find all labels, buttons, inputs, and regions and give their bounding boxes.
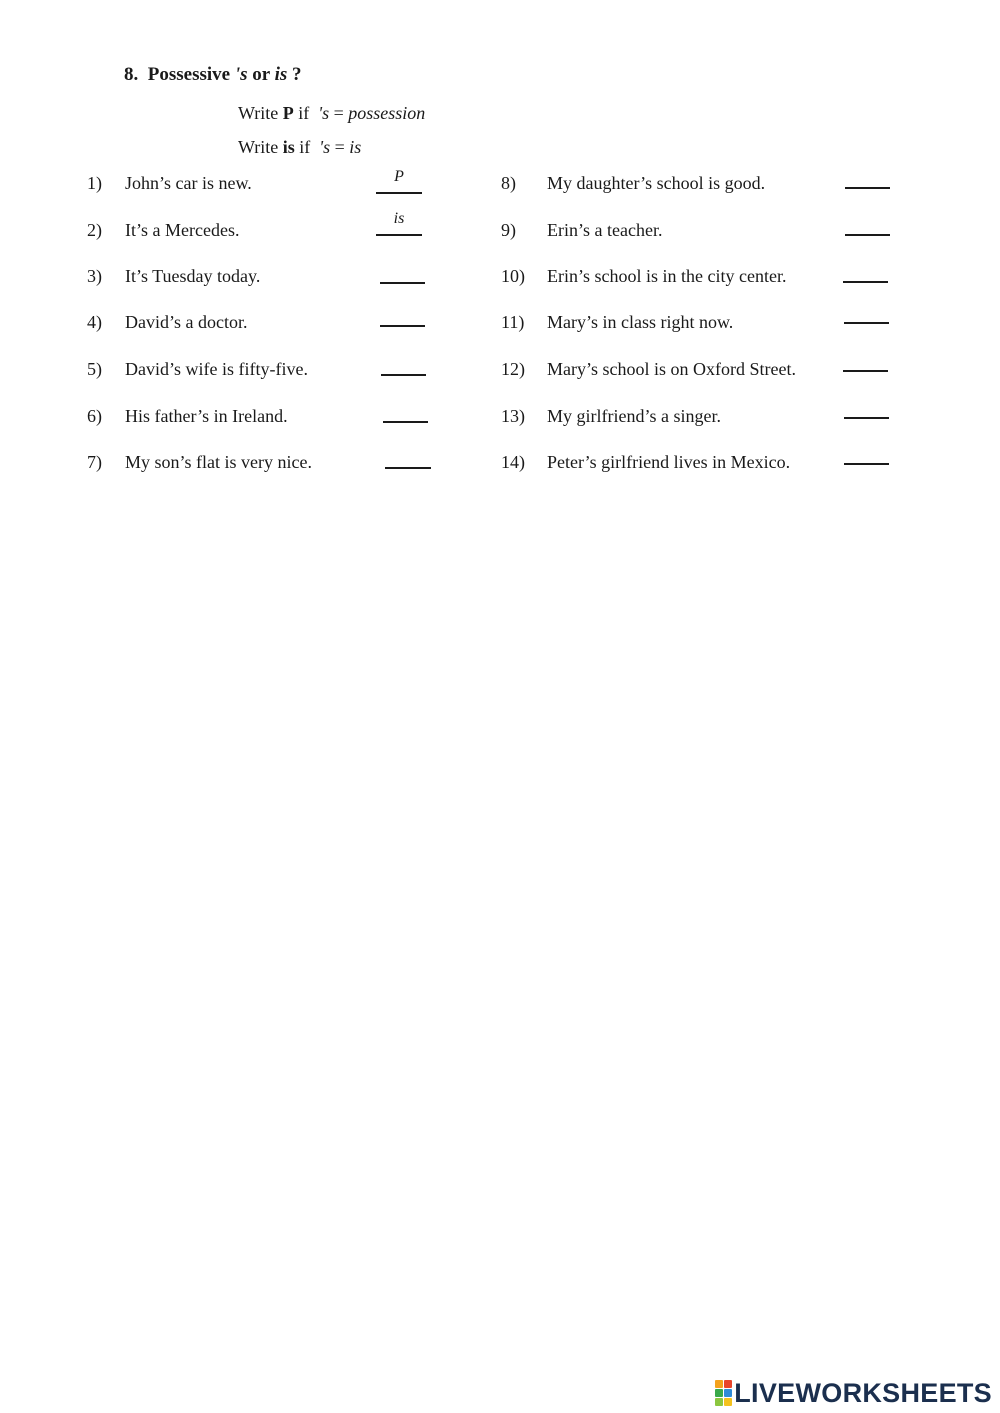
- item-number: 3): [87, 266, 102, 286]
- item-number: 12): [501, 359, 525, 379]
- logo-mark-icon: [715, 1380, 732, 1406]
- item-sentence: His father’s in Ireland.: [125, 406, 288, 426]
- logo-square-6: [724, 1398, 732, 1406]
- item-number: 1): [87, 173, 102, 193]
- item-number: 5): [87, 359, 102, 379]
- instr-write: Write: [238, 137, 279, 157]
- logo-text: LIVEWORKSHEETS: [734, 1377, 992, 1408]
- item-number: 2): [87, 220, 102, 240]
- item-sentence: David’s a doctor.: [125, 312, 248, 332]
- answer-blank[interactable]: [844, 441, 889, 465]
- instr-meaning: is: [349, 137, 362, 157]
- answer-blank[interactable]: [383, 399, 428, 423]
- logo-square-2: [724, 1380, 732, 1388]
- liveworksheets-logo[interactable]: [715, 1378, 992, 1408]
- answer-blank[interactable]: [844, 300, 889, 324]
- answer-blank[interactable]: [380, 303, 425, 327]
- item-number: 14): [501, 452, 525, 472]
- answer-blank[interactable]: P: [376, 170, 422, 194]
- instr-word-is: is: [282, 137, 295, 157]
- instr-meaning: possession: [348, 103, 426, 123]
- item-sentence: Erin’s a teacher.: [547, 220, 663, 240]
- logo-square-1: [715, 1380, 723, 1388]
- answer-blank[interactable]: [843, 259, 888, 283]
- instr-if: if: [299, 137, 311, 157]
- answer-blank[interactable]: [380, 260, 425, 284]
- title-apostrophe-s: 's: [234, 64, 248, 85]
- instr-equals: =: [334, 137, 345, 157]
- instruction-possession: [238, 103, 425, 124]
- item-number: 6): [87, 406, 102, 426]
- title-question-mark: ?: [292, 64, 302, 85]
- item-number: 9): [501, 220, 516, 240]
- item-sentence: Mary’s school is on Oxford Street.: [547, 359, 796, 379]
- answer-blank[interactable]: [845, 165, 890, 189]
- item-sentence: My girlfriend’s a singer.: [547, 406, 721, 426]
- item-number: 10): [501, 266, 525, 286]
- instr-equals: =: [333, 103, 344, 123]
- item-sentence: My daughter’s school is good.: [547, 173, 766, 193]
- item-sentence: Peter’s girlfriend lives in Mexico.: [547, 452, 791, 472]
- logo-square-3: [715, 1389, 723, 1397]
- item-sentence: Erin’s school is in the city center.: [547, 266, 787, 286]
- exercise-title: [124, 64, 302, 86]
- answer-blank[interactable]: [381, 352, 426, 376]
- item-sentence: It’s a Mercedes.: [125, 220, 240, 240]
- item-number: 13): [501, 406, 525, 426]
- title-is: is: [274, 64, 288, 85]
- item-number: 8): [501, 173, 516, 193]
- title-or: or: [252, 64, 270, 85]
- logo-square-5: [715, 1398, 723, 1406]
- answer-blank[interactable]: [844, 395, 889, 419]
- item-number: 7): [87, 452, 102, 472]
- instr-mark: 's: [319, 137, 331, 157]
- instruction-is: [238, 137, 361, 158]
- instr-mark: 's: [318, 103, 330, 123]
- item-sentence: My son’s flat is very nice.: [125, 452, 312, 472]
- item-sentence: Mary’s in class right now.: [547, 312, 734, 332]
- logo-square-4: [724, 1389, 732, 1397]
- instr-write: Write: [238, 103, 279, 123]
- item-sentence: John’s car is new.: [125, 173, 252, 193]
- item-number: 11): [501, 312, 525, 332]
- answer-blank[interactable]: [385, 445, 431, 469]
- title-possessive: Possessive: [147, 64, 231, 85]
- item-sentence: David’s wife is fifty-five.: [125, 359, 308, 379]
- instr-letter-p: P: [282, 103, 294, 123]
- item-sentence: It’s Tuesday today.: [125, 266, 261, 286]
- answer-blank[interactable]: [845, 212, 890, 236]
- item-number: 4): [87, 312, 102, 332]
- instr-if: if: [298, 103, 310, 123]
- exercise-number: 8.: [124, 64, 139, 85]
- answer-blank[interactable]: is: [376, 212, 422, 236]
- answer-blank[interactable]: [843, 348, 888, 372]
